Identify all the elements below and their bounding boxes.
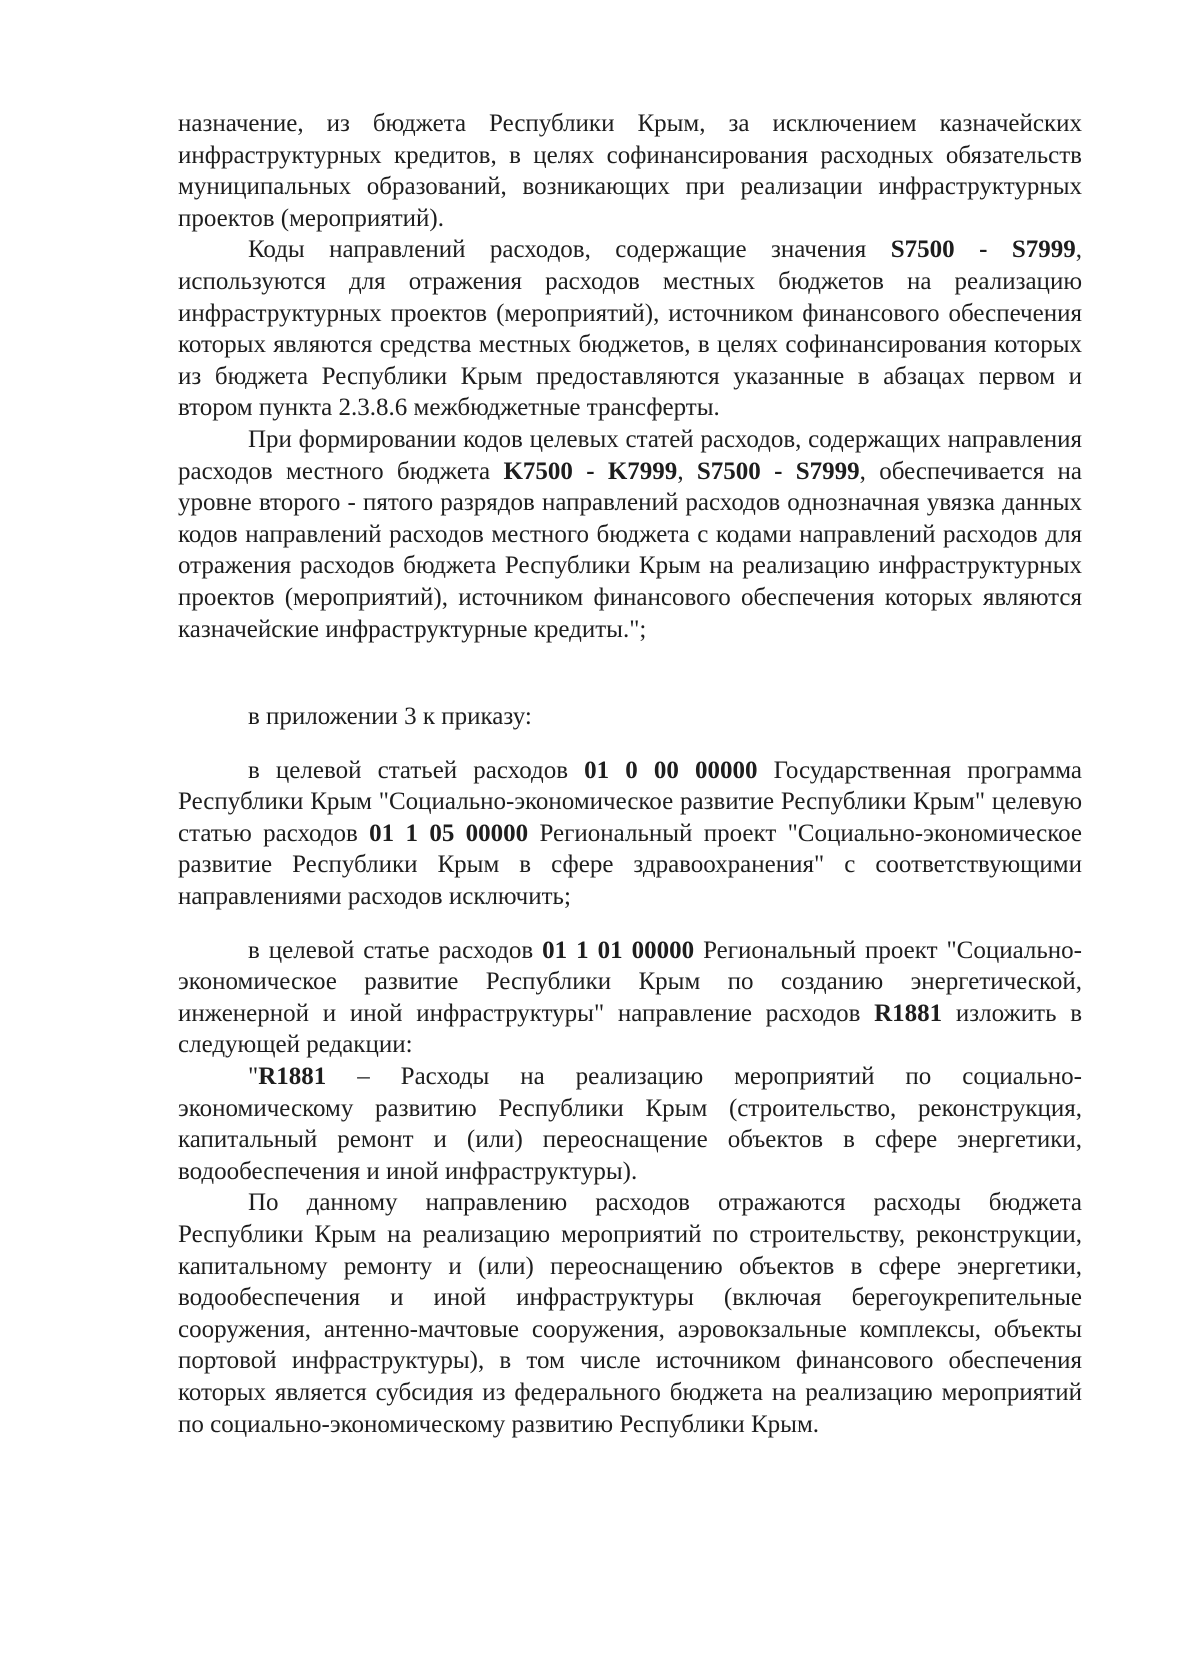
paragraph-target-article-exclude: [178, 755, 1082, 913]
expense-code: R1881: [874, 999, 943, 1027]
text-run: Государственная программа Республики Крым "Социально-экономическое развитие Республики Крым" целевую статью расходов: [178, 756, 1083, 847]
text-run: , обеспечивается на уровне второго - пятого разрядов направлений расходов однозначная увязка данных кодов направлений расходов местного бюджета с кодами направлений расходов для отражения расходов бюджета Республики Крым на реализацию инфраструктурных проектов (мероприятий), источником финансового обеспечения которых являются казначейские инфраструктурные кредиты.";: [178, 457, 1083, 643]
text-run: в целевой статьей расходов: [248, 756, 585, 784]
paragraph-r1881-description: [178, 1187, 1082, 1440]
target-code: 01 1 01 00000: [542, 936, 695, 964]
target-code: 01 1 05 00000: [369, 819, 529, 847]
text-run: изложить в следующей редакции:: [178, 999, 1082, 1059]
text-run: Региональный проект "Социально-экономическое развитие Республики Крым по созданию энергетической, инженерной и иной инфраструктуры" направление расходов: [178, 936, 1082, 1027]
code-range: S7500 - S7999: [696, 457, 860, 485]
text-run: – Расходы на реализацию мероприятий по социально-экономическому развитию Республики Крым (строительство, реконструкция, капитальный ремонт и (или) переоснащение объектов в сфере энергетики, водообеспечения и иной инфраструктуры).: [178, 1063, 1082, 1185]
paragraph-continuation: [178, 108, 1082, 234]
text-run: ,: [677, 457, 697, 485]
text-run: По данному направлению расходов отражаются расходы бюджета Республики Крым на реализацию мероприятий по строительству, реконструкции, капитальному ремонту и (или) переоснащению объектов в сфере энергетики, водообеспечения и иной инфраструктуры (включая берегоукрепительные сооружения, антенно-мачтовые сооружения, аэровокзальные комплексы, объекты портовой инфраструктуры), в том числе источником финансового обеспечения которых является субсидия из федерального бюджета на реализацию мероприятий по социально-экономическому развитию Республики Крым.: [178, 1189, 1082, 1438]
paragraph-target-article-r1881: [178, 935, 1082, 1061]
paragraph-r1881-definition: [178, 1061, 1082, 1187]
paragraph-appendix-3: [178, 701, 1082, 733]
text-run: Коды направлений расходов, содержащие значения: [248, 236, 891, 264]
target-code: 01 0 00 00000: [584, 756, 758, 784]
text-run: При формировании кодов целевых статей расходов, содержащих направления расходов местного бюджета: [178, 425, 1082, 485]
text-run: в целевой статье расходов: [248, 936, 543, 964]
document-page: [178, 108, 1082, 1440]
code-range: S7500 - S7999: [890, 236, 1076, 264]
text-run: назначение, из бюджета Республики Крым, за исключением казначейских инфраструктурных кредитов, в целях софинансирования расходных обязательств муниципальных образований, возникающих при реализации инфраструктурных проектов (мероприятий).: [178, 110, 1082, 232]
text-run: в приложении 3 к приказу:: [248, 703, 532, 731]
expense-code: R1881: [258, 1063, 327, 1091]
paragraph-codes-s7500: [178, 234, 1082, 424]
text-run: , используются для отражения расходов местных бюджетов на реализацию инфраструктурных проектов (мероприятий), источником финансового обеспечения которых являются средства местных бюджетов, в целях софинансирования которых из бюджета Республики Крым предоставляются указанные в абзацах первом и втором пункта 2.3.8.6 межбюджетные трансферты.: [178, 236, 1082, 422]
text-run: ": [248, 1063, 259, 1091]
paragraph-forming-codes: [178, 424, 1082, 645]
code-range: K7500 - K7999: [503, 457, 678, 485]
text-run: Региональный проект "Социально-экономическое развитие Республики Крым в сфере здравоохранения" с соответствующими направлениями расходов исключить;: [178, 819, 1082, 911]
